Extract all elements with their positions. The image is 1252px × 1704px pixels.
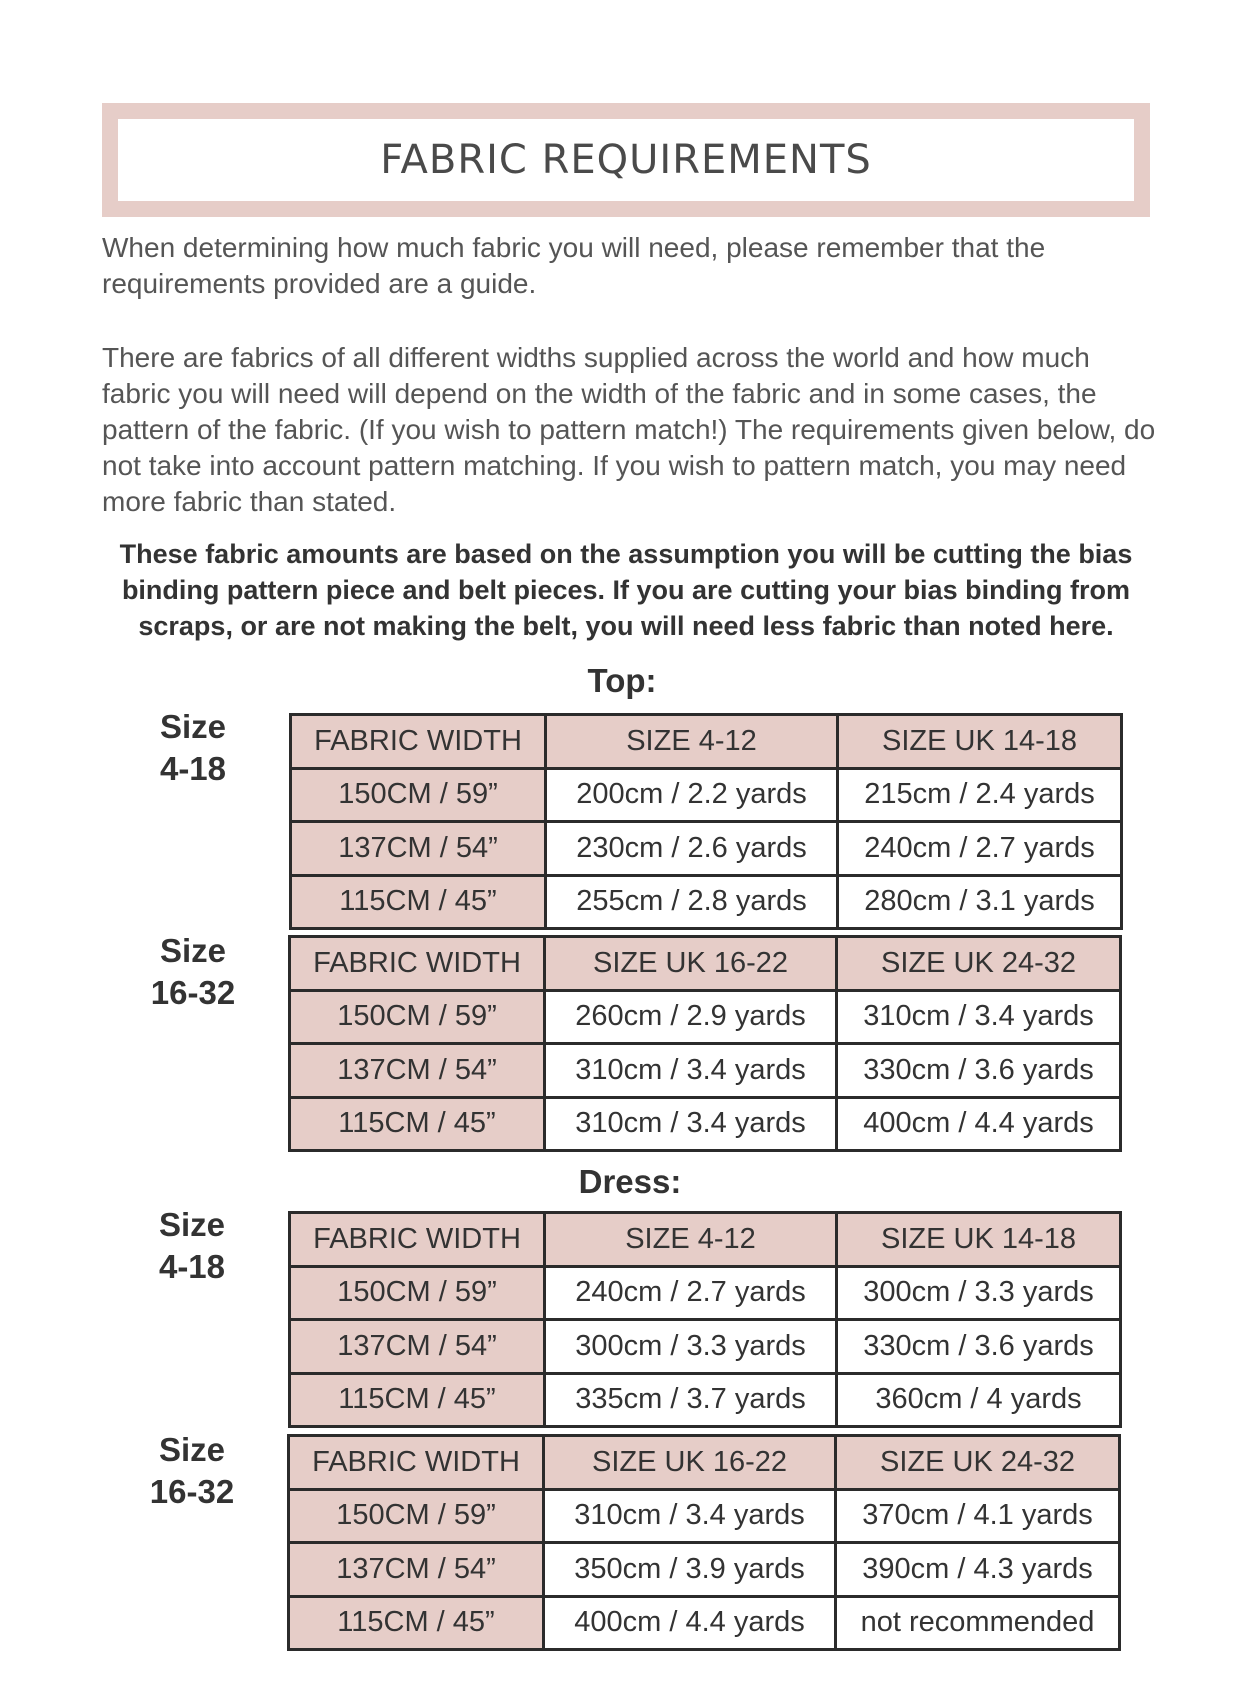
width-cell: 150CM / 59”	[290, 1266, 545, 1320]
table-row	[291, 875, 1122, 929]
amount-cell: 370cm / 4.1 yards	[836, 1489, 1120, 1543]
table-row	[291, 822, 1122, 876]
width-cell: 137CM / 54”	[290, 1044, 545, 1098]
header-cell: SIZE UK 24-32	[836, 1436, 1120, 1490]
amount-cell: 260cm / 2.9 yards	[545, 990, 837, 1044]
table-row	[290, 1320, 1121, 1374]
top-section-title: Top:	[587, 662, 657, 699]
width-cell: 137CM / 54”	[291, 822, 546, 876]
header-cell: SIZE UK 24-32	[837, 937, 1121, 991]
header-cell: FABRIC WIDTH	[291, 715, 546, 769]
width-cell: 137CM / 54”	[289, 1543, 544, 1597]
header-cell: FABRIC WIDTH	[290, 1213, 545, 1267]
width-cell: 115CM / 45”	[291, 875, 546, 929]
table-row	[290, 1373, 1121, 1427]
amount-cell: 300cm / 3.3 yards	[837, 1266, 1121, 1320]
table-header-row	[289, 1436, 1120, 1490]
size-label-range: 16-32	[150, 974, 236, 1011]
amount-cell: 390cm / 4.3 yards	[836, 1543, 1120, 1597]
width-cell: 150CM / 59”	[291, 768, 546, 822]
amount-cell: 360cm / 4 yards	[837, 1373, 1121, 1427]
dress-size-16-32-table	[287, 1434, 1121, 1651]
amount-cell: 280cm / 3.1 yards	[838, 875, 1122, 929]
amount-cell: 240cm / 2.7 yards	[545, 1266, 837, 1320]
size-label-range: 4-18	[158, 1248, 226, 1285]
width-cell: 137CM / 54”	[290, 1320, 545, 1374]
table-row	[290, 1266, 1121, 1320]
amount-cell: 310cm / 3.4 yards	[545, 1097, 837, 1151]
size-label-range: 4-18	[159, 750, 227, 787]
size-label-word: Size	[158, 1431, 226, 1468]
amount-cell: 200cm / 2.2 yards	[546, 768, 838, 822]
amount-cell: 240cm / 2.7 yards	[838, 822, 1122, 876]
header-cell: SIZE 4-12	[545, 1213, 837, 1267]
amount-cell: 350cm / 3.9 yards	[544, 1543, 836, 1597]
size-label-word: Size	[159, 708, 227, 745]
size-label-range: 16-32	[149, 1473, 235, 1510]
width-cell: 150CM / 59”	[289, 1489, 544, 1543]
top-size-16-32-table	[288, 935, 1122, 1152]
header-cell: SIZE UK 14-18	[837, 1213, 1121, 1267]
intro-paragraph-2: There are fabrics of all different widths supplied across the world and how much fabric you will need will depend on the width of the fabric and in some cases, the pattern of the fabric. (If you wish to pattern match!) The requirements given below, do not take into account pattern matching. If you wish to pattern match, you may need more fabric than stated.	[102, 342, 1156, 517]
table-header-row	[290, 937, 1121, 991]
dress-size-16-32-label	[122, 1429, 262, 1513]
top-size-16-32-label	[123, 930, 263, 1014]
intro-paragraph-1: When determining how much fabric you will need, please remember that the requirements provided are a guide.	[102, 232, 1046, 299]
table-row	[289, 1489, 1120, 1543]
amount-cell: not recommended	[836, 1596, 1120, 1650]
amount-cell: 335cm / 3.7 yards	[545, 1373, 837, 1427]
size-label-word: Size	[159, 932, 227, 969]
amount-cell: 310cm / 3.4 yards	[545, 1044, 837, 1098]
amount-cell: 230cm / 2.6 yards	[546, 822, 838, 876]
amount-cell: 300cm / 3.3 yards	[545, 1320, 837, 1374]
amount-cell: 215cm / 2.4 yards	[838, 768, 1122, 822]
header-cell: FABRIC WIDTH	[290, 937, 545, 991]
amount-cell: 255cm / 2.8 yards	[546, 875, 838, 929]
width-cell: 150CM / 59”	[290, 990, 545, 1044]
assumption-note: These fabric amounts are based on the assumption you will be cutting the bias binding pattern piece and belt pieces. If you are cutting your bias binding from scraps, or are not making the belt, you will need less fabric than noted here.	[119, 539, 1133, 641]
amount-cell: 400cm / 4.4 yards	[544, 1596, 836, 1650]
header-cell: SIZE UK 16-22	[545, 937, 837, 991]
header-cell: SIZE UK 14-18	[838, 715, 1122, 769]
header-cell: SIZE UK 16-22	[544, 1436, 836, 1490]
amount-cell: 310cm / 3.4 yards	[544, 1489, 836, 1543]
top-size-4-18-table	[289, 713, 1123, 930]
dress-size-4-18-label	[122, 1204, 262, 1288]
table-row	[289, 1543, 1120, 1597]
title-banner-inner	[118, 119, 1134, 201]
table-row	[290, 990, 1121, 1044]
amount-cell: 400cm / 4.4 yards	[837, 1097, 1121, 1151]
dress-section-title: Dress:	[578, 1163, 682, 1200]
header-cell: FABRIC WIDTH	[289, 1436, 544, 1490]
header-cell: SIZE 4-12	[546, 715, 838, 769]
table-row	[291, 768, 1122, 822]
page-title: FABRIC REQUIREMENTS	[380, 137, 872, 183]
width-cell: 115CM / 45”	[290, 1097, 545, 1151]
dress-size-4-18-table	[288, 1211, 1122, 1428]
table-row	[290, 1044, 1121, 1098]
amount-cell: 330cm / 3.6 yards	[837, 1044, 1121, 1098]
amount-cell: 310cm / 3.4 yards	[837, 990, 1121, 1044]
table-header-row	[290, 1213, 1121, 1267]
table-row	[289, 1596, 1120, 1650]
amount-cell: 330cm / 3.6 yards	[837, 1320, 1121, 1374]
table-header-row	[291, 715, 1122, 769]
top-size-4-18-label	[123, 706, 263, 790]
size-label-word: Size	[158, 1206, 226, 1243]
width-cell: 115CM / 45”	[290, 1373, 545, 1427]
width-cell: 115CM / 45”	[289, 1596, 544, 1650]
table-row	[290, 1097, 1121, 1151]
title-banner	[102, 103, 1150, 217]
